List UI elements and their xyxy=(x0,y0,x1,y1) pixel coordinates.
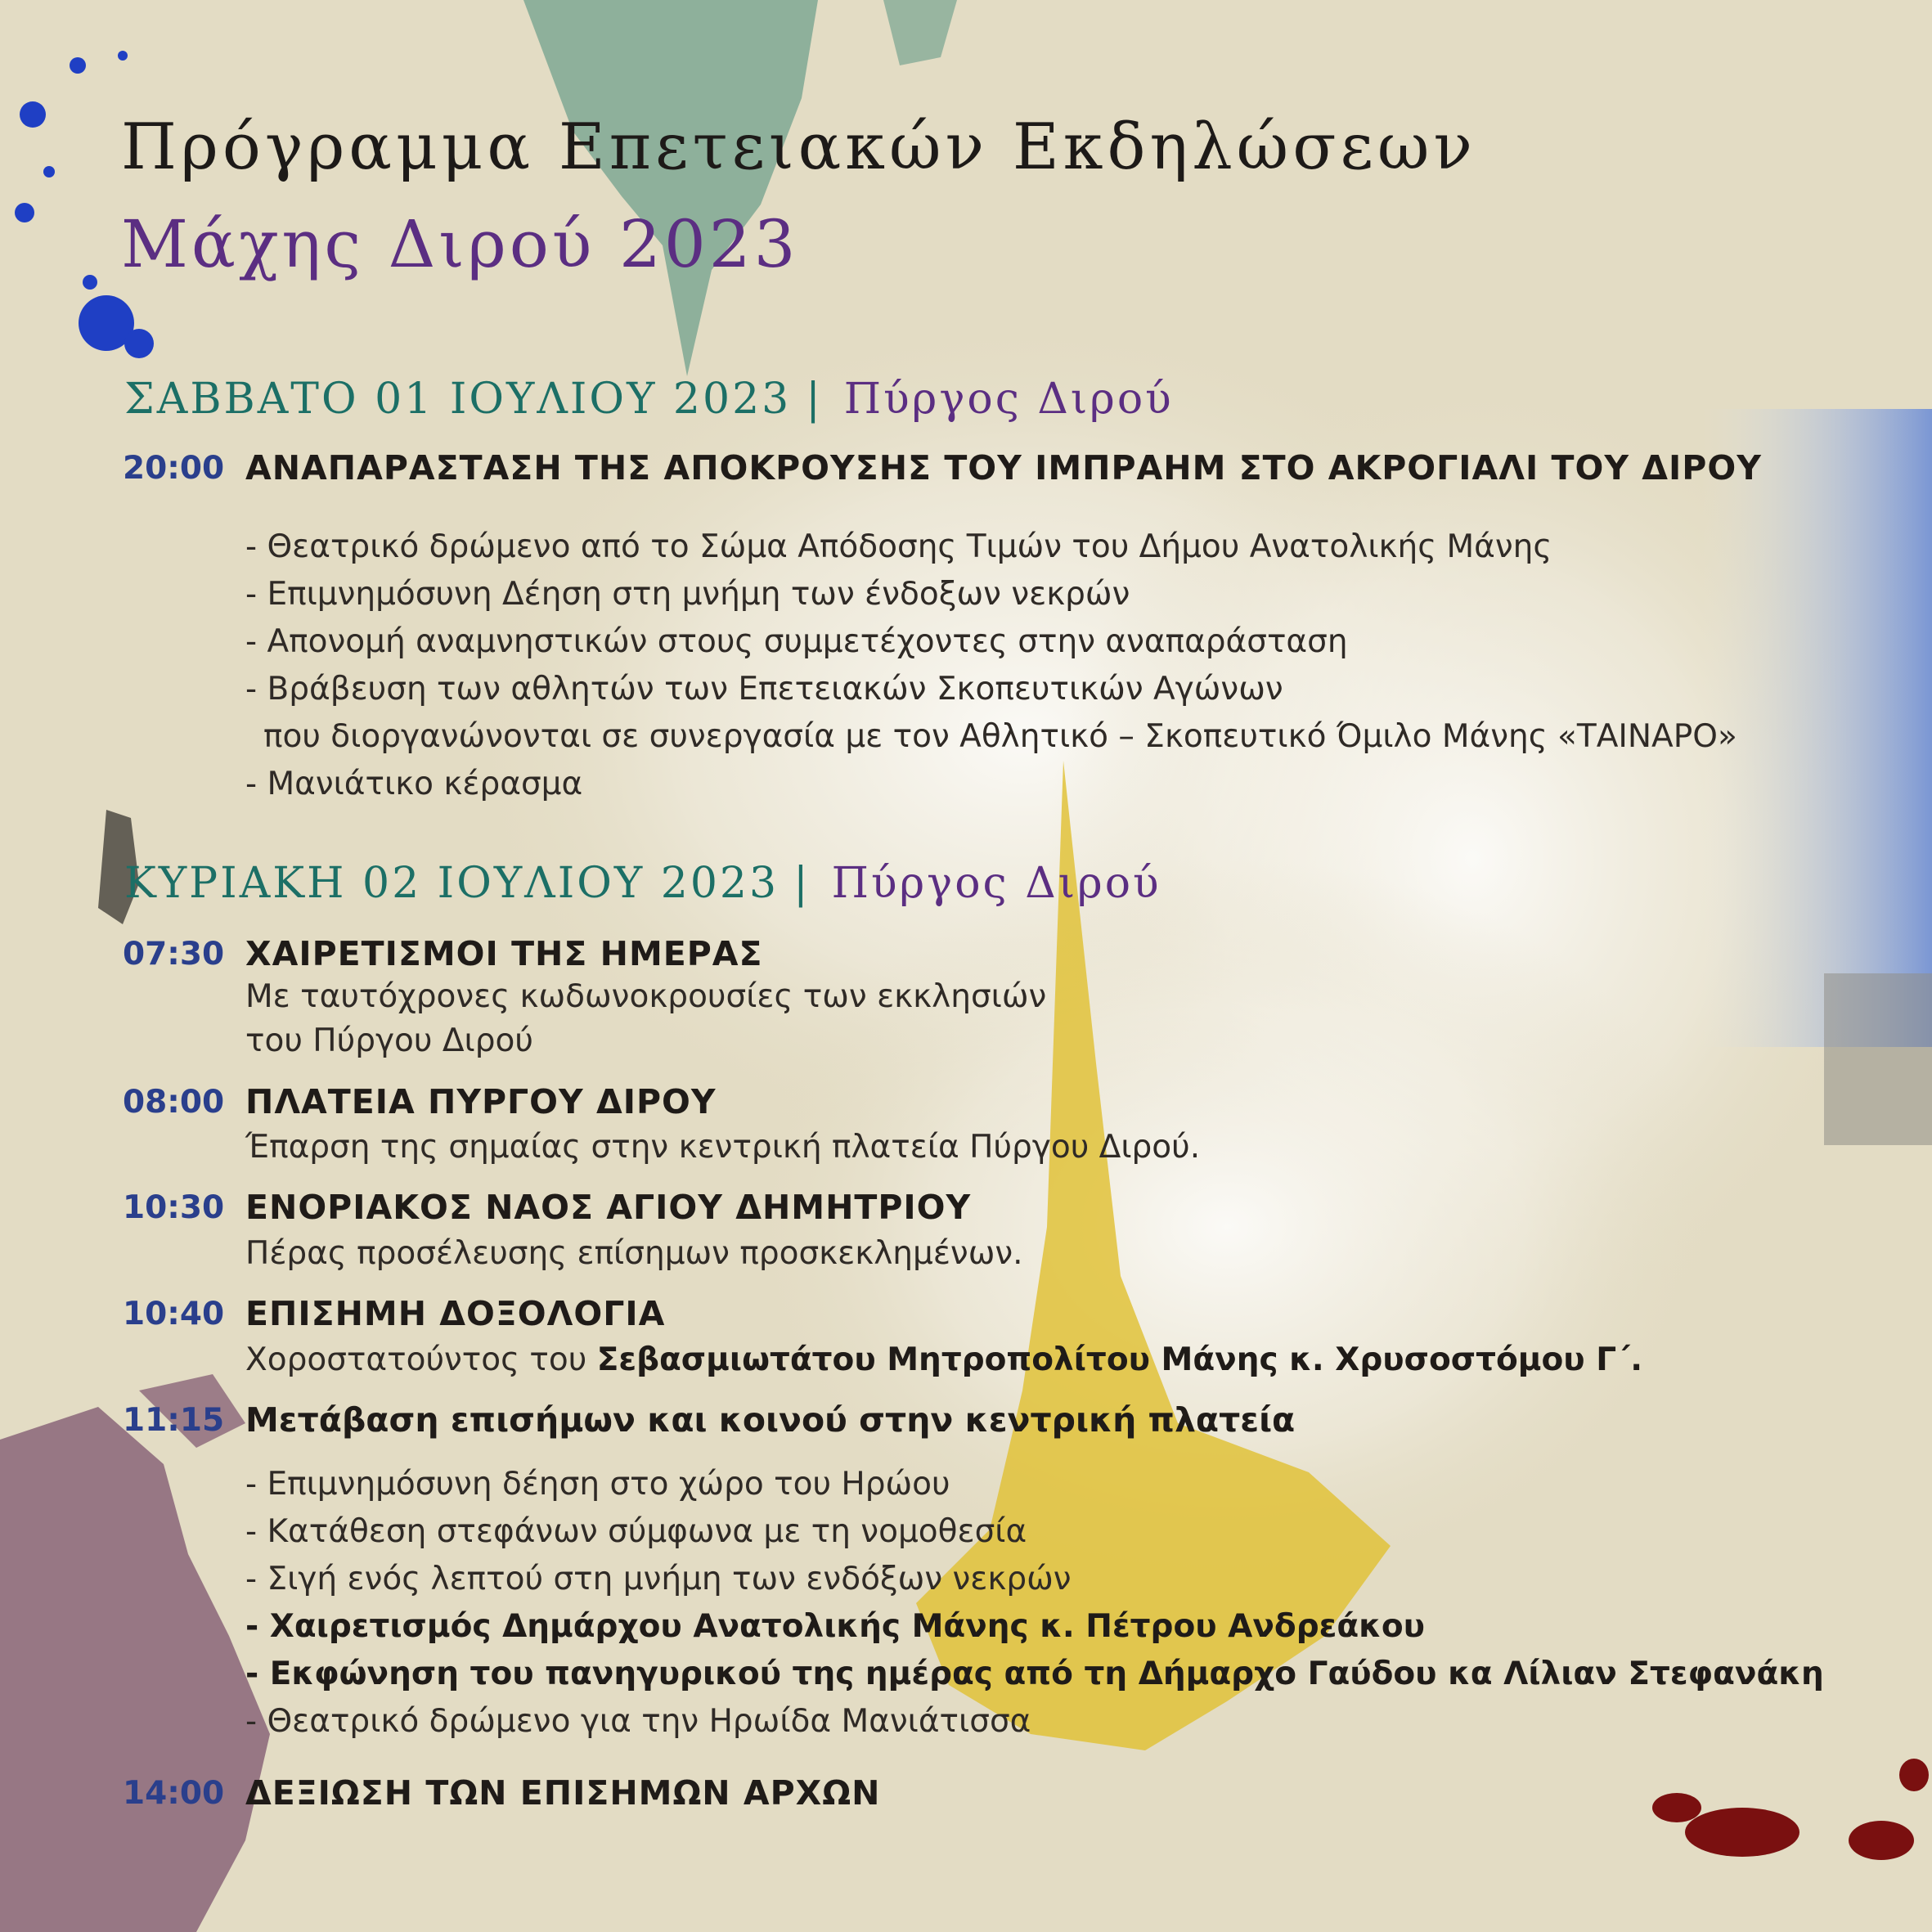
list-item: - Μανιάτικο κέρασμα xyxy=(245,766,583,802)
day2-event-list xyxy=(245,1461,1824,1746)
list-item: - Κατάθεση στεφάνων σύμφωνα με τη νομοθεσία xyxy=(245,1513,1027,1550)
day1-event-title: ΑΝΑΠΑΡΑΣΤΑΣΗ ΤΗΣ ΑΠΟΚΡΟΥΣΗΣ ΤΟΥ ΙΜΠΡΑΗΜ ΣΤΟ ΑΚΡΟΓΙΑΛΙ ΤΟΥ ΔΙΡΟΥ xyxy=(245,448,1762,487)
program-subtitle: Μάχης Διρού 2023 xyxy=(121,206,799,282)
event-description: του Πύργου Διρού xyxy=(245,1022,533,1059)
day2-date: ΚΥΡΙΑΚΗ 02 ΙΟΥΛΙΟΥ 2023 xyxy=(124,859,780,908)
list-item: - Απονομή αναμνηστικών στους συμμετέχοντες στην αναπαράσταση xyxy=(245,623,1348,660)
list-item: - Επιμνημόσυνη δέηση στο χώρο του Ηρώου xyxy=(245,1466,950,1503)
event-title: ΕΠΙΣΗΜΗ ΔΟΞΟΛΟΓΙΑ xyxy=(245,1294,666,1333)
event-description: Πέρας προσέλευσης επίσημων προσκεκλημένων. xyxy=(245,1235,1023,1272)
event-title: ΧΑΙΡΕΤΙΣΜΟΙ ΤΗΣ ΗΜΕΡΑΣ xyxy=(245,934,763,973)
day2-place: Πύργος Διρού xyxy=(831,859,1161,908)
event-title: ΔΕΞΙΩΣΗ ΤΩΝ ΕΠΙΣΗΜΩΝ ΑΡΧΩΝ xyxy=(245,1773,881,1813)
event-title: ΠΛΑΤΕΙΑ ΠΥΡΓΟΥ ΔΙΡΟΥ xyxy=(245,1082,717,1121)
event-description: Έπαρση της σημαίας στην κεντρική πλατεία Πύργου Διρού. xyxy=(245,1129,1201,1166)
list-item: - Θεατρικό δρώμενο από το Σώμα Απόδοσης Τιμών του Δήμου Ανατολικής Μάνης xyxy=(245,528,1552,565)
list-item: - Εκφώνηση του πανηγυρικού της ημέρας από τη Δήμαρχο Γαύδου κα Λίλιαν Στεφανάκη xyxy=(245,1656,1824,1692)
event-time: 14:00 xyxy=(123,1775,225,1812)
event-time: 08:00 xyxy=(123,1084,225,1121)
metropolitan-name: Σεβασμιωτάτου Μητροπολίτου Μάνης κ. Χρυσοστόμου Γ΄. xyxy=(596,1341,1643,1378)
day1-separator: | xyxy=(806,375,823,424)
day2-header xyxy=(124,859,1161,908)
list-item: - Βράβευση των αθλητών των Επετειακών Σκοπευτικών Αγώνων xyxy=(245,671,1283,708)
event-time: 10:30 xyxy=(123,1189,225,1226)
list-item: - Θεατρικό δρώμενο για την Ηρωίδα Μανιάτισσα xyxy=(245,1703,1031,1740)
program-title: Πρόγραμμα Επετειακών Εκδηλώσεων xyxy=(121,110,1476,184)
day1-place: Πύργος Διρού xyxy=(843,375,1174,424)
day1-event-list xyxy=(245,523,1737,808)
event-time: 10:40 xyxy=(123,1296,225,1332)
event-time: 11:15 xyxy=(123,1402,225,1439)
day1-date: ΣΑΒΒΑΤΟ 01 ΙΟΥΛΙΟΥ 2023 xyxy=(124,375,792,424)
event-time: 07:30 xyxy=(123,936,225,973)
event-description: Με ταυτόχρονες κωδωνοκρουσίες των εκκλησιών xyxy=(245,978,1047,1015)
description-text: Χοροστατούντος του xyxy=(245,1341,597,1378)
day1-event-time: 20:00 xyxy=(123,450,225,487)
list-item: - Επιμνημόσυνη Δέηση στη μνήμη των ένδοξων νεκρών xyxy=(245,576,1130,613)
list-item: - Χαιρετισμός Δημάρχου Ανατολικής Μάνης κ. Πέτρου Ανδρεάκου xyxy=(245,1608,1425,1645)
day2-separator: | xyxy=(793,859,811,908)
list-item: - Σιγή ενός λεπτού στη μνήμη των ενδόξων νεκρών xyxy=(245,1561,1072,1597)
day1-header xyxy=(124,375,1174,424)
event-title: ΕΝΟΡΙΑΚΟΣ ΝΑΟΣ ΑΓΙΟΥ ΔΗΜΗΤΡΙΟΥ xyxy=(245,1188,972,1227)
event-title: Μετάβαση επισήμων και κοινού στην κεντρική πλατεία xyxy=(245,1400,1296,1440)
list-item: που διοργανώνονται σε συνεργασία με τον Αθλητικό – Σκοπευτικό Όμιλο Μάνης «ΤΑΙΝΑΡΟ» xyxy=(263,718,1737,755)
event-description xyxy=(245,1338,1642,1382)
